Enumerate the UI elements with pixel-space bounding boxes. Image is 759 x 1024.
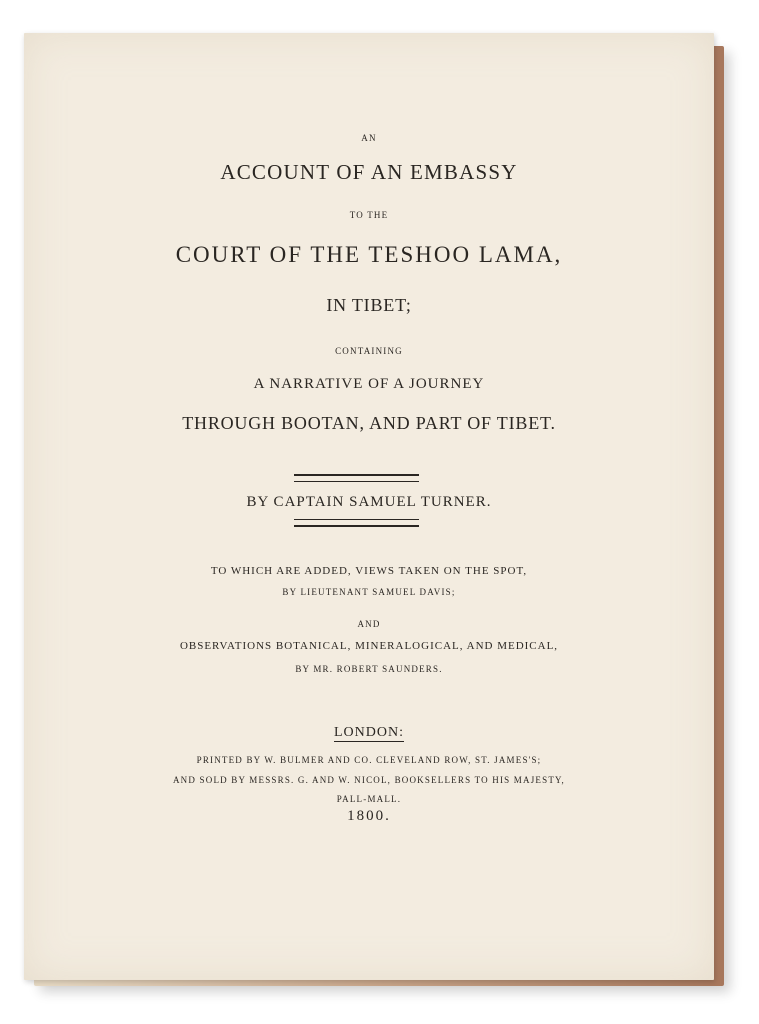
subtitle-line-2: THROUGH BOOTAN, AND PART OF TIBET.: [182, 413, 556, 433]
title-containing: CONTAINING: [335, 346, 403, 356]
title-line-1: ACCOUNT OF AN EMBASSY: [220, 160, 518, 184]
title-page: [24, 33, 714, 980]
printer-line-1: PRINTED BY W. BULMER AND CO. CLEVELAND ROW, ST. JAMES'S;: [196, 755, 542, 765]
title-to-the: TO THE: [349, 210, 389, 220]
observations-line-1: OBSERVATIONS BOTANICAL, MINERALOGICAL, AND MEDICAL,: [179, 640, 559, 652]
added-line-2: BY LIEUTENANT SAMUEL DAVIS;: [282, 587, 456, 597]
imprint-place-text: LONDON:: [334, 725, 404, 740]
author-line: BY CAPTAIN SAMUEL TURNER.: [246, 494, 492, 510]
added-line-1: TO WHICH ARE ADDED, VIEWS TAKEN ON THE SPOT,: [210, 565, 528, 577]
imprint-year: 1800.: [347, 808, 391, 824]
title-page-text: [24, 33, 714, 980]
and-line: AND: [357, 619, 381, 629]
title-an: AN: [361, 133, 377, 143]
observations-line-2: BY MR. ROBERT SAUNDERS.: [295, 664, 443, 674]
top-double-rule: [294, 474, 419, 482]
printer-line-2: AND SOLD BY MESSRS. G. AND W. NICOL, BOOKSELLERS TO HIS MAJESTY,: [172, 775, 565, 785]
title-line-2: COURT OF THE TESHOO LAMA,: [175, 242, 563, 267]
subtitle-line-1: A NARRATIVE OF A JOURNEY: [253, 376, 485, 392]
imprint-place: [24, 723, 714, 742]
title-line-3: IN TIBET;: [326, 295, 412, 315]
printer-line-3: PALL-MALL.: [336, 794, 402, 804]
bottom-double-rule: [294, 519, 419, 527]
